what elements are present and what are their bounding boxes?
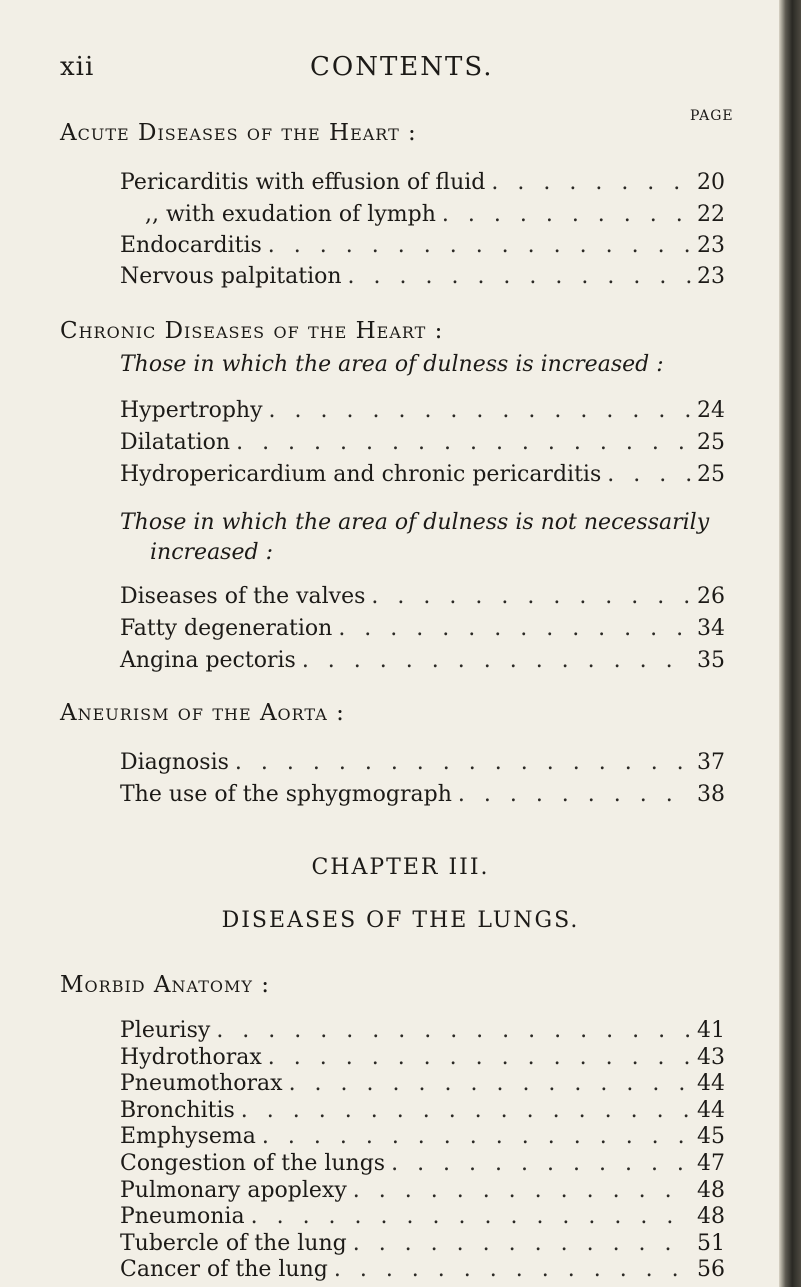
dot-leader — [334, 1257, 691, 1282]
toc-entry-label: Endocarditis — [120, 233, 262, 258]
toc-entry-label: Pulmonary apoplexy — [120, 1177, 347, 1203]
toc-entry[interactable] — [120, 1071, 725, 1097]
dot-leader — [607, 462, 691, 487]
toc-entry[interactable] — [120, 1257, 725, 1283]
toc-entry[interactable] — [120, 170, 725, 200]
dot-leader — [353, 1178, 691, 1203]
section-heading-aneurism: Aneurism of the Aorta : — [60, 700, 345, 726]
toc-entry[interactable] — [120, 1231, 725, 1257]
page-folio: xii — [60, 52, 95, 82]
toc-entry[interactable] — [120, 430, 725, 460]
toc-entry[interactable] — [120, 1124, 725, 1150]
toc-entry-page: 23 — [697, 264, 725, 289]
toc-entry[interactable] — [120, 398, 725, 428]
toc-entry[interactable] — [120, 616, 725, 646]
toc-entry-label: Hydrothorax — [120, 1044, 262, 1070]
toc-entry-page: 47 — [697, 1151, 725, 1176]
toc-entry-label: Hydropericardium and chronic pericarditis — [120, 462, 602, 487]
toc-entry-label: Pneumonia — [120, 1204, 245, 1230]
section-heading-chronic: Chronic Diseases of the Heart : — [60, 318, 444, 344]
toc-entry-page: 44 — [697, 1071, 725, 1097]
toc-entry[interactable] — [120, 1178, 725, 1204]
toc-entry[interactable] — [120, 1151, 725, 1177]
toc-entry-page: 43 — [697, 1044, 725, 1070]
dot-leader — [241, 1098, 691, 1123]
toc-entry-label: Pericarditis with effusion of fluid — [120, 170, 486, 195]
section-heading-acute: Acute Diseases of the Heart : — [60, 120, 417, 146]
dot-leader — [353, 1231, 691, 1256]
toc-entry-label: Tubercle of the lung — [120, 1230, 347, 1256]
dot-leader — [442, 202, 691, 227]
toc-entry[interactable] — [120, 1098, 725, 1124]
toc-entry[interactable] — [120, 202, 725, 232]
dot-leader — [491, 170, 691, 195]
dot-leader — [458, 782, 691, 807]
page-running-title: CONTENTS. — [310, 52, 494, 82]
toc-entry[interactable] — [120, 648, 725, 678]
toc-entry-label: Diagnosis — [120, 750, 229, 775]
toc-entry[interactable] — [120, 264, 725, 294]
toc-entry-label: Emphysema — [120, 1124, 256, 1150]
subheading-dulness-not-increased: Those in which the area of dulness is not necessarily — [120, 510, 710, 535]
toc-entry[interactable] — [120, 750, 725, 780]
dot-leader — [268, 233, 691, 258]
toc-entry-page: 41 — [697, 1018, 725, 1043]
toc-entry-label: Cancer of the lung — [120, 1257, 328, 1283]
toc-entry-page: 45 — [697, 1124, 725, 1150]
toc-entry-label: The use of the sphygmograph — [120, 782, 452, 807]
toc-entry-label: Diseases of the valves — [120, 584, 366, 609]
toc-entry-label: Angina pectoris — [120, 648, 296, 673]
toc-entry-page: 23 — [697, 233, 725, 258]
toc-entry[interactable] — [120, 584, 725, 614]
page-column-label: PAGE — [690, 108, 734, 124]
toc-entry-page: 25 — [697, 430, 725, 455]
toc-entry-label: Congestion of the lungs — [120, 1151, 386, 1176]
dot-leader — [289, 1071, 691, 1096]
toc-entry[interactable] — [120, 782, 725, 812]
toc-entry-label: Pleurisy — [120, 1018, 211, 1043]
chapter-title: DISEASES OF THE LUNGS. — [221, 908, 580, 933]
dot-leader — [371, 584, 691, 609]
toc-entry[interactable] — [120, 1045, 725, 1071]
toc-entry[interactable] — [120, 1204, 725, 1230]
toc-entry-page: 26 — [697, 584, 725, 609]
subheading-dulness-not-increased-cont: increased : — [150, 540, 273, 565]
toc-entry-page: 25 — [697, 462, 725, 487]
toc-entry[interactable] — [120, 462, 725, 492]
dot-leader — [268, 1045, 691, 1070]
dot-leader — [269, 398, 691, 423]
toc-entry-label: Fatty degeneration — [120, 616, 333, 641]
toc-entry-page: 37 — [697, 750, 725, 775]
toc-entry-label: Hypertrophy — [120, 398, 263, 423]
toc-entry-label: Nervous palpitation — [120, 264, 342, 289]
dot-leader — [262, 1124, 691, 1149]
toc-entry-page: 24 — [697, 398, 725, 423]
dot-leader — [338, 616, 691, 641]
toc-entry-page: 22 — [697, 202, 725, 227]
toc-entry-page: 34 — [697, 616, 725, 641]
dot-leader — [251, 1204, 691, 1229]
toc-entry-page: 48 — [697, 1177, 725, 1203]
dot-leader — [391, 1151, 691, 1176]
toc-entry-page: 44 — [697, 1097, 725, 1123]
toc-entry-page: 48 — [697, 1204, 725, 1230]
toc-entry-page: 20 — [697, 170, 725, 195]
toc-entry[interactable] — [120, 233, 725, 263]
toc-entry-label: Pneumothorax — [120, 1071, 283, 1097]
toc-entry-label: ,, with exudation of lymph — [145, 202, 436, 227]
dot-leader — [236, 430, 691, 455]
toc-entry-page: 51 — [697, 1230, 725, 1256]
toc-entry-page: 35 — [697, 648, 725, 673]
toc-entry-label: Dilatation — [120, 430, 231, 455]
dot-leader — [235, 750, 691, 775]
toc-entry-page: 56 — [697, 1257, 725, 1283]
toc-entry-label: Bronchitis — [120, 1097, 235, 1123]
dot-leader — [348, 264, 691, 289]
page-binding-edge — [779, 0, 801, 1287]
dot-leader — [302, 648, 691, 673]
chapter-number: CHAPTER III. — [311, 855, 490, 880]
subheading-dulness-increased: Those in which the area of dulness is increased : — [120, 352, 664, 377]
dot-leader — [216, 1018, 691, 1043]
section-heading-morbid-anatomy: Morbid Anatomy : — [60, 972, 271, 998]
toc-entry-page: 38 — [697, 782, 725, 807]
toc-entry[interactable] — [120, 1018, 725, 1044]
